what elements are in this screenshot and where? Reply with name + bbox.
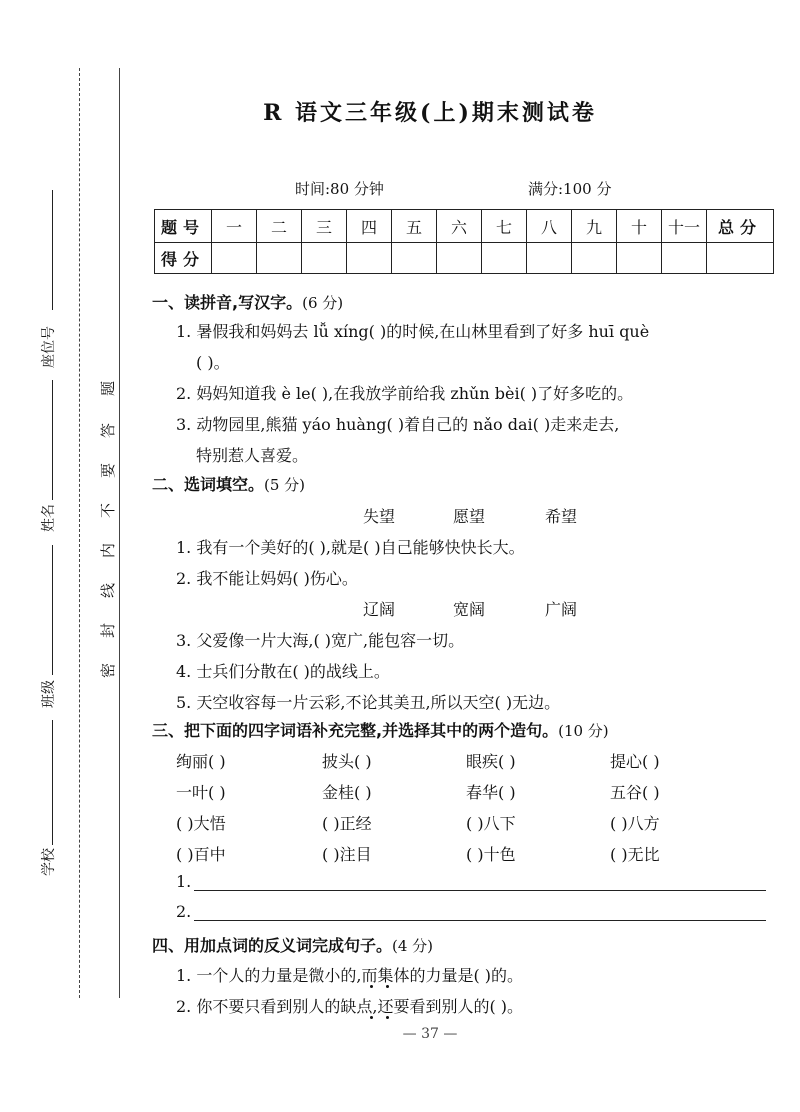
idiom-blank: 披头( ) [322, 752, 372, 771]
notice-char: 要 [99, 462, 118, 479]
score-cell[interactable] [617, 243, 662, 274]
notice-char: 线 [99, 582, 118, 599]
word-option: 宽阔 [453, 600, 486, 619]
s2-line-1: 1. 我有一个美好的( ),就是( )自己能够快快长大。 [176, 538, 525, 557]
question-col: 四 [347, 210, 392, 243]
score-table-score-row [155, 243, 774, 274]
score-table [154, 209, 774, 274]
seat-number-label: 座位号 [41, 326, 57, 368]
score-table-header-row [155, 210, 774, 243]
section1-title: 一、读拼音,写汉字。 [152, 293, 303, 312]
name-field [38, 504, 58, 532]
score-cell[interactable] [662, 243, 707, 274]
idiom-blank: ( )十色 [466, 845, 516, 864]
score-cell[interactable] [347, 243, 392, 274]
s2-line-2: 2. 我不能让妈妈( )伤心。 [176, 569, 358, 588]
s1-line-2: 2. 妈妈知道我 è le( ),在我放学前给我 zhǔn bèi( )了好多吃的。 [176, 384, 634, 403]
s1-line-1: 1. 暑假我和妈妈去 lǚ xíng( )的时候,在山林里看到了好多 huī què [176, 322, 650, 341]
score-cell[interactable] [212, 243, 257, 274]
notice-char: 题 [99, 380, 118, 397]
name-label: 姓名 [41, 504, 57, 532]
section1-heading [152, 290, 343, 313]
answer-line-2[interactable] [194, 920, 766, 921]
class-field [38, 680, 58, 708]
idiom-blank: ( )八方 [610, 814, 660, 833]
question-col: 十 [617, 210, 662, 243]
s1-line-1b: ( )。 [196, 353, 230, 372]
full-score: 满分:100 分 [528, 180, 612, 198]
answer-label-2: 2. [176, 902, 192, 921]
question-col: 二 [257, 210, 302, 243]
word-option: 辽阔 [363, 600, 396, 619]
emphasis-dot [386, 985, 389, 988]
page-number: — 37 — [402, 1026, 458, 1042]
emphasis-dot [370, 985, 373, 988]
question-col: 八 [527, 210, 572, 243]
emphasis-dot [370, 1016, 373, 1019]
s1-line-3: 3. 动物园里,熊猫 yáo huàng( )着自己的 nǎo dai( )走来走去, [176, 415, 620, 434]
idiom-blank: 一叶( ) [176, 783, 226, 802]
word-option: 失望 [363, 507, 396, 526]
idiom-blank: 眼疾( ) [466, 752, 516, 771]
idiom-blank: ( )大悟 [176, 814, 226, 833]
seat-number-field [38, 326, 58, 368]
seat-number-blank[interactable] [52, 190, 53, 310]
s2-line-4: 4. 士兵们分散在( )的战线上。 [176, 662, 390, 681]
class-blank[interactable] [52, 545, 53, 675]
s2-line-3: 3. 父爱像一片大海,( )宽广,能包容一切。 [176, 631, 465, 650]
s2-line-5: 5. 天空收容每一片云彩,不论其美丑,所以天空( )无边。 [176, 693, 561, 712]
total-score-cell[interactable] [707, 243, 774, 274]
s1-line-3b: 特别惹人喜爱。 [196, 446, 309, 465]
idiom-blank: 提心( ) [610, 752, 660, 771]
idiom-blank: 金桂( ) [322, 783, 372, 802]
question-col: 九 [572, 210, 617, 243]
binding-solid-line [119, 68, 120, 998]
score-cell[interactable] [392, 243, 437, 274]
idiom-blank: 绚丽( ) [176, 752, 226, 771]
word-option: 希望 [545, 507, 578, 526]
section4-points: (4 分) [392, 937, 434, 955]
total-col: 总分 [707, 210, 774, 243]
class-label: 班级 [41, 680, 57, 708]
idiom-blank: ( )无比 [610, 845, 660, 864]
score-cell[interactable] [257, 243, 302, 274]
question-col: 三 [302, 210, 347, 243]
question-col: 七 [482, 210, 527, 243]
question-col: 十一 [662, 210, 707, 243]
binding-dashed-line [79, 68, 80, 998]
section4-title: 四、用加点词的反义词完成句子。 [152, 936, 393, 955]
score-cell[interactable] [572, 243, 617, 274]
s4-line-1: 1. 一个人的力量是微小的,而集体的力量是( )的。 [176, 966, 524, 985]
section2-points: (5 分) [264, 476, 306, 494]
school-field [38, 848, 58, 876]
word-option: 广阔 [545, 600, 578, 619]
notice-char: 封 [99, 622, 118, 639]
section2-heading [152, 472, 305, 495]
notice-char: 密 [99, 662, 118, 679]
school-label: 学校 [41, 848, 57, 876]
notice-char: 内 [99, 542, 118, 559]
idiom-blank: ( )注目 [322, 845, 372, 864]
answer-line-1[interactable] [194, 890, 766, 891]
section1-points: (6 分) [302, 294, 344, 312]
section2-title: 二、选词填空。 [152, 475, 265, 494]
row-label-question: 题号 [155, 210, 212, 243]
name-blank[interactable] [52, 380, 53, 500]
section3-heading [152, 718, 609, 741]
score-cell[interactable] [527, 243, 572, 274]
page-title: R 语文三年级(上)期末测试卷 [263, 100, 597, 126]
score-cell[interactable] [437, 243, 482, 274]
idiom-blank: 春华( ) [466, 783, 516, 802]
answer-label-1: 1. [176, 872, 192, 891]
score-cell[interactable] [482, 243, 527, 274]
idiom-blank: ( )百中 [176, 845, 226, 864]
idiom-blank: 五谷( ) [610, 783, 660, 802]
question-col: 六 [437, 210, 482, 243]
notice-char: 答 [99, 422, 118, 439]
question-col: 一 [212, 210, 257, 243]
section3-title: 三、把下面的四字词语补充完整,并选择其中的两个造句。 [152, 721, 559, 740]
question-col: 五 [392, 210, 437, 243]
idiom-blank: ( )正经 [322, 814, 372, 833]
s4-line-2: 2. 你不要只看到别人的缺点,还要看到别人的( )。 [176, 997, 524, 1016]
score-cell[interactable] [302, 243, 347, 274]
exam-time: 时间:80 分钟 [295, 180, 384, 198]
word-option: 愿望 [453, 507, 486, 526]
idiom-blank: ( )八下 [466, 814, 516, 833]
school-blank[interactable] [52, 720, 53, 845]
section3-points: (10 分) [558, 722, 609, 740]
section4-heading [152, 933, 433, 956]
notice-char: 不 [99, 502, 118, 519]
row-label-score: 得分 [155, 243, 212, 274]
emphasis-dot [386, 1016, 389, 1019]
